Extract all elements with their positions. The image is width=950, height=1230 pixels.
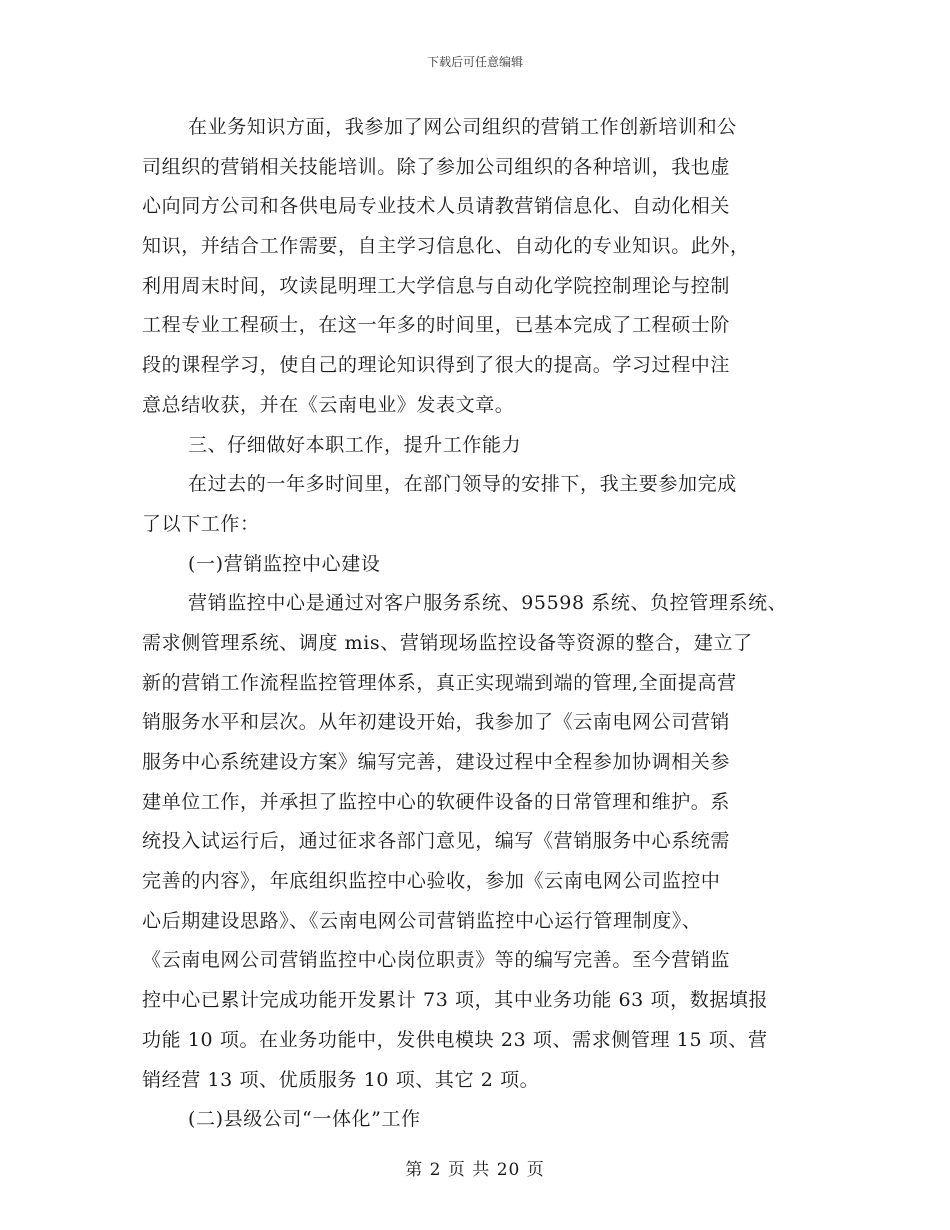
paragraph-line: 销服务水平和层次。从年初建设开始，我参加了《云南电网公司营销 [142, 711, 731, 734]
paragraph-line: 建单位工作，并承担了监控中心的软硬件设备的日常管理和维护。系 [142, 790, 731, 813]
paragraph-line: 心向同方公司和各供电局专业技术人员请教营销信息化、自动化相关 [142, 195, 731, 218]
paragraph-line: 功能 10 项。在业务功能中，发供电模块 23 项、需求侧管理 15 项、营 [142, 1028, 768, 1051]
paragraph-line: 知识，并结合工作需要，自主学习信息化、自动化的专业知识。此外， [142, 235, 750, 258]
paragraph-line: 了以下工作： [142, 512, 260, 535]
section-heading: 三、仔细做好本职工作，提升工作能力 [188, 433, 522, 456]
paragraph-line: 完善的内容》，年底组织监控中心验收，参加《云南电网公司监控中 [142, 870, 721, 893]
paragraph-line: 《云南电网公司营销监控中心岗位职责》等的编写完善。至今营销监 [142, 949, 731, 972]
page-number-footer: 第 2 页 共 20 页 [405, 1160, 545, 1180]
paragraph-line: 意总结收获，并在《云南电业》发表文章。 [142, 393, 515, 416]
header-note: 下载后可任意编辑 [426, 55, 523, 69]
paragraph-line: 需求侧管理系统、调度 mis、营销现场监控设备等资源的整合，建立了 [142, 631, 753, 654]
paragraph-line: 在业务知识方面，我参加了网公司组织的营销工作创新培训和公 [188, 116, 737, 138]
paragraph-line: 服务中心系统建设方案》编写完善，建设过程中全程参加协调相关参 [142, 751, 731, 773]
paragraph-line: 心后期建设思路》、《云南电网公司营销监控中心运行管理制度》、 [142, 909, 702, 932]
paragraph-line: 销经营 13 项、优质服务 10 项、其它 2 项。 [142, 1068, 540, 1091]
paragraph-line: 新的营销工作流程监控管理体系，真正实现端到端的管理,全面提高营 [142, 671, 737, 694]
paragraph-line: 统投入试运行后，通过征求各部门意见，编写《营销服务中心系统需 [142, 830, 731, 853]
document-body [142, 108, 824, 1140]
subsection-heading: (一)营销监控中心建设 [188, 552, 381, 575]
paragraph-line: 司组织的营销相关技能培训。除了参加公司组织的各种培训，我也虚 [142, 155, 731, 178]
paragraph-line: 在过去的一年多时间里，在部门领导的安排下，我主要参加完成 [188, 473, 737, 496]
subsection-heading: (二)县级公司“一体化”工作 [188, 1108, 421, 1131]
paragraph-line: 控中心已累计完成功能开发累计 73 项，其中业务功能 63 项，数据填报 [142, 989, 769, 1012]
paragraph-line: 营销监控中心是通过对客户服务系统、95598 系统、负控管理系统、 [188, 592, 788, 615]
paragraph-line: 段的课程学习，使自己的理论知识得到了很大的提高。学习过程中注 [142, 354, 731, 377]
paragraph-line: 利用周末时间，攻读昆明理工大学信息与自动化学院控制理论与控制 [142, 274, 731, 297]
paragraph-line: 工程专业工程硕士，在这一年多的时间里，已基本完成了工程硕士阶 [142, 314, 731, 337]
